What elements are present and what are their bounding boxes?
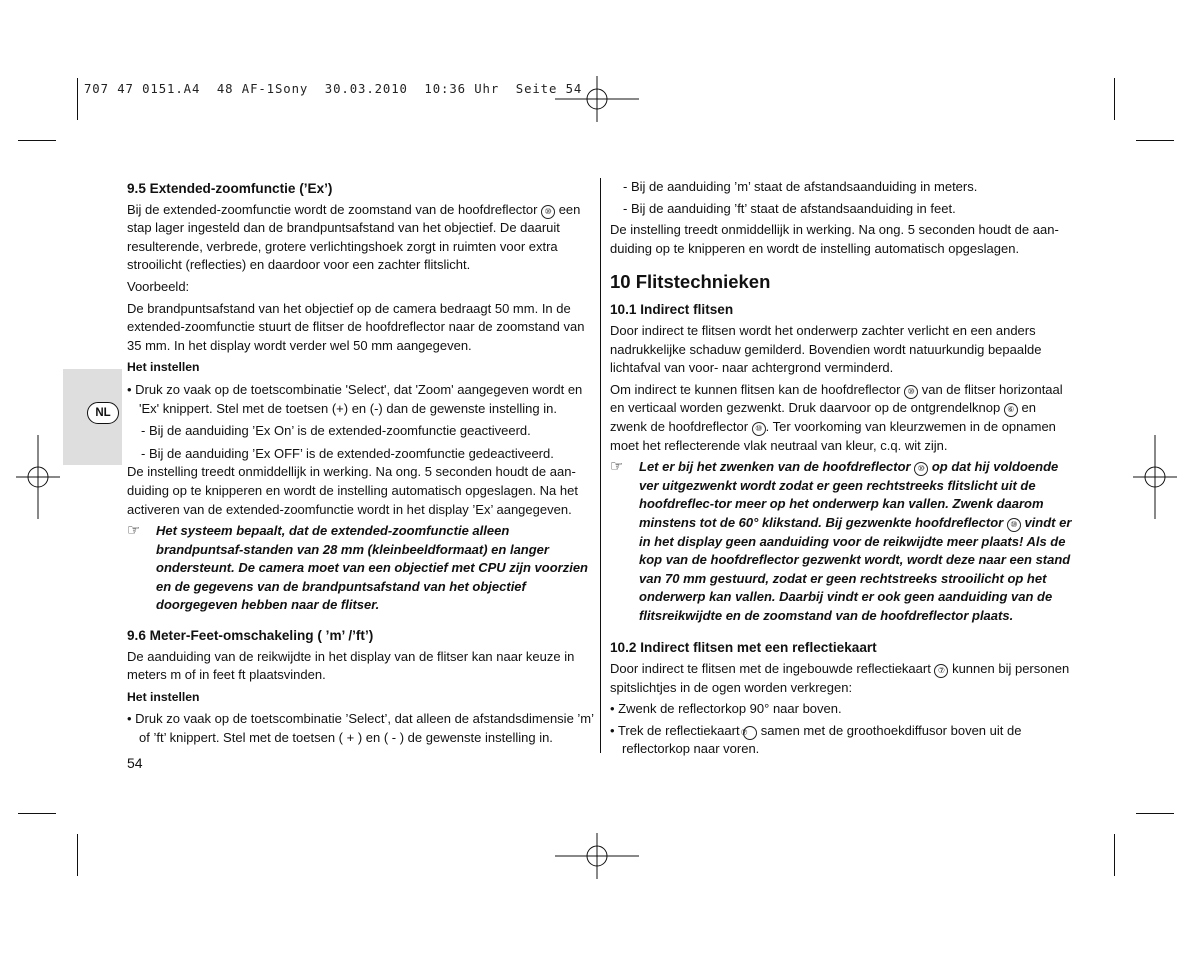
list-item: - Bij de aanduiding ’ft’ staat de afstandsaanduiding in feet.	[623, 200, 956, 216]
list-item: - Bij de aanduiding ’Ex On’ is de extended-zoomfunctie geactiveerd.	[141, 423, 531, 439]
reference-number-10: ⑩	[1007, 518, 1021, 532]
right-column	[610, 178, 1072, 759]
paragraph: De instelling treedt onmiddellijk in werking. Na ong. 5 seconden houdt de aan-duiding op te knipperen en wordt de instelling automatisch opgeslagen. Na het activeren van de extended-zoomfunctie wordt in het display ’Ex’ aangegeven.	[127, 464, 578, 517]
crop-mark	[18, 140, 56, 141]
reference-number-10: ⑩	[541, 205, 555, 219]
list-item: - Bij de aanduiding ’Ex OFF’ is de extended-zoomfunctie gedeactiveerd.	[141, 445, 554, 461]
left-column	[127, 180, 595, 772]
column-divider	[600, 178, 601, 753]
list-item: • Druk zo vaak op de toetscombinatie ’Select’, dat alleen de afstandsdimensie ’m’ of ’ft’ knippert. Stel met de toetsen ( + ) en ( - ) de gewenste instelling in.	[127, 711, 594, 746]
subheading-setting: Het instellen	[127, 689, 200, 704]
note-text: Het systeem bepaalt, dat de extended-zoomfunctie alleen brandpuntsaf-standen van 28 mm (kleinbeeldformaat) en langer ondersteunt. De camera moet van een objectief met CPU zijn voorzien en de gegevens van de brandpuntsafstand van het objectief doorgegeven hebben naar de flitser.	[156, 523, 588, 613]
reference-number-7: ⑦	[743, 726, 757, 740]
reference-number-6: ⑥	[1004, 403, 1018, 417]
pointing-hand-icon: ☞	[610, 458, 624, 476]
crop-mark	[1136, 813, 1174, 814]
reference-number-7: ⑦	[934, 664, 948, 678]
paragraph: Door indirect te flitsen wordt het onderwerp zachter verlicht en een anders nadrukkelijke schaduw gemilderd. Bovendien wordt natuurkundig bepaalde lichtafval van voor- naar achtergrond verminderd.	[610, 322, 1042, 376]
crop-mark	[1136, 140, 1174, 141]
page-number: 54	[127, 754, 143, 771]
print-info-line: 707 47 0151.A4 48 AF-1Sony 30.03.2010 10:36 Uhr Seite 54	[84, 82, 583, 96]
list-item: - Bij de aanduiding ’m’ staat de afstandsaanduiding in meters.	[623, 179, 978, 194]
registration-target-bottom	[555, 833, 639, 879]
registration-target-right	[1133, 435, 1177, 519]
paragraph: Om indirect te kunnen flitsen kan de hoofdreflector ⑩ van de flitser horizontaal en verticaal worden gezwenkt. Druk daarvoor op de ontgrendelknop ⑥ en zwenk de hoofdreflector ⑩ . Ter voorkoming van kleurzwemen in de opnamen moet het reflecterende vlak neutraal van kleur, c.q. wit zijn.	[610, 381, 1063, 453]
paragraph: Bij de extended-zoomfunctie wordt de zoomstand van de hoofdreflector ⑩ een stap lager ingesteld dan de brandpuntsafstand van het objectief. De daaruit resulterende, verbrede, grotere verlichtingshoek zorgt in ruimten voor extra strooilicht (reflecties) en daardoor voor een zachter flitslicht.	[127, 201, 581, 273]
crop-mark	[1114, 834, 1115, 876]
reference-number-10: ⑩	[914, 462, 928, 476]
crop-mark	[77, 78, 78, 120]
chapter-heading-10: 10 Flitstechnieken	[610, 271, 771, 293]
paragraph: De aanduiding van de reikwijdte in het display van de flitser kan naar keuze in meters m of in feet ft plaatsvinden.	[127, 648, 575, 683]
crop-mark	[77, 834, 78, 876]
list-item: • Zwenk de reflectorkop 90° naar boven.	[610, 701, 842, 717]
section-heading-10-2: 10.2 Indirect flitsen met een reflectiekaart	[610, 640, 877, 656]
crop-mark	[1114, 78, 1115, 120]
section-heading-9-6: 9.6 Meter-Feet-omschakeling ( ’m’ /’ft’)	[127, 628, 374, 644]
note-block	[127, 522, 595, 615]
subheading-setting: Het instellen	[127, 360, 200, 375]
note-block: ☞ Let er bij het zwenken van de hoofdreflector ⑩ op dat hij voldoende ver uitgezwenkt wordt zodat er geen rechtstreeks flitslicht uit de hoofdreflec-tor meer op het onderwerp kan vallen. Zwenk daarom minstens tot de 60° klikstand. Bij gezwenkte hoofdreflector ⑩ vindt er in het display geen aanduiding voor de reikwijdte meer plaats! Als de kop van de hoofdreflector gezwenkt wordt, wordt deze naar een stand van 70 mm gestuurd, zodat er geen rechtstreeks strooilicht op het onderwerp kan vallen. Daarbij vindt er ook geen aanduiding van de flitsreikwijdte en de zoomstand van de hoofdreflector plaats.	[610, 458, 1072, 623]
paragraph: De brandpuntsafstand van het objectief op de camera bedraagt 50 mm. In de extended-zoomfunctie stuurt de flitser de hoofdreflector naar de zoomstand van 35 mm. In het display wordt verder wel 50 mm aangegeven.	[127, 300, 585, 353]
list-item: • Druk zo vaak op de toetscombinatie 'Select', dat 'Zoom' aangegeven wordt en 'Ex' knippert. Stel met de toetsen (+) en (-) dan de gewenste instelling in.	[127, 381, 583, 416]
registration-target-left	[16, 435, 60, 519]
section-heading-10-1: 10.1 Indirect flitsen	[610, 302, 734, 318]
list-item: • Trek de reflectiekaart ⑦ samen met de groothoekdiffusor boven uit de reflectorkop naar voren.	[610, 722, 1022, 757]
paragraph: De instelling treedt onmiddellijk in werking. Na ong. 5 seconden houdt de aan-duiding op te knipperen en wordt de instelling automatisch opgeslagen.	[610, 222, 1059, 256]
language-badge: NL	[87, 402, 119, 424]
pointing-hand-icon: ☞	[127, 522, 141, 540]
paragraph: Door indirect te flitsen met de ingebouwde reflectiekaart ⑦ kunnen bij personen spitslichtjes in de ogen worden verkregen:	[610, 661, 1070, 695]
section-heading-9-5: 9.5 Extended-zoomfunctie (’Ex’)	[127, 181, 333, 196]
crop-mark	[18, 813, 56, 814]
example-label: Voorbeeld:	[127, 278, 190, 294]
reference-number-10: ⑩	[904, 385, 918, 399]
reference-number-10: ⑩	[752, 422, 766, 436]
